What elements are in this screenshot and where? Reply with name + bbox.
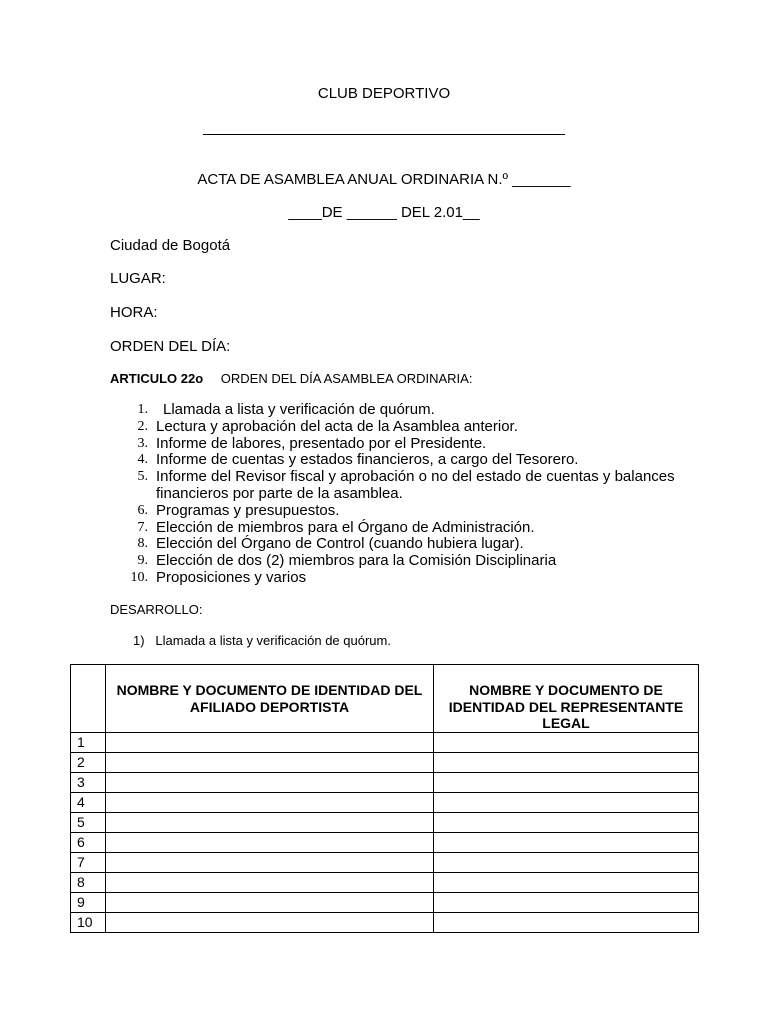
row-number-cell: 2 [71, 752, 106, 772]
row-number-cell: 6 [71, 832, 106, 852]
list-item [118, 503, 696, 520]
list-item [118, 536, 696, 553]
table-row [71, 772, 699, 792]
article-heading [110, 371, 472, 386]
member-entry-cell[interactable] [106, 852, 434, 872]
member-entry-cell[interactable] [106, 732, 434, 752]
article-label: ARTICULO 22o [110, 371, 204, 386]
member-entry-cell[interactable] [106, 832, 434, 852]
list-item-text: Elección de miembros para el Órgano de Administración. [156, 518, 535, 536]
member-entry-cell[interactable] [106, 912, 434, 932]
table-row [71, 912, 699, 932]
legal-rep-entry-cell[interactable] [434, 832, 699, 852]
list-item-text: Elección de dos (2) miembros para la Comisión Disciplinaria [156, 552, 557, 570]
member-entry-cell[interactable] [106, 792, 434, 812]
header-number-cell [71, 665, 106, 733]
list-item-text: Programas y presupuestos. [156, 501, 340, 519]
list-item-number: 7. [137, 519, 148, 535]
list-item-number: 1. [137, 402, 148, 417]
list-item [118, 570, 696, 587]
development-label: DESARROLLO: [110, 602, 203, 617]
legal-rep-entry-cell[interactable] [434, 752, 699, 772]
row-number-cell: 5 [71, 812, 106, 832]
club-title: CLUB DEPORTIVO [317, 85, 451, 102]
header-legal-rep-cell: NOMBRE Y DOCUMENTO DE IDENTIDAD DEL REPRESENTANTE LEGAL [434, 665, 699, 733]
development-item: 1) Llamada a lista y verificación de quórum. [133, 633, 391, 648]
list-item-number: 4. [137, 452, 148, 468]
agenda-list [118, 402, 696, 587]
member-entry-cell[interactable] [106, 872, 434, 892]
table-row [71, 892, 699, 912]
list-item-number: 3. [137, 435, 148, 451]
table-header-row [71, 665, 699, 733]
member-entry-cell[interactable] [106, 752, 434, 772]
agenda-field: ORDEN DEL DÍA: [110, 338, 231, 355]
list-item-number: 9. [137, 553, 148, 569]
legal-rep-entry-cell[interactable] [434, 892, 699, 912]
city-field: Ciudad de Bogotá [110, 237, 231, 254]
legal-rep-entry-cell[interactable] [434, 872, 699, 892]
table-row [71, 812, 699, 832]
row-number-cell: 7 [71, 852, 106, 872]
legal-rep-entry-cell[interactable] [434, 852, 699, 872]
legal-rep-entry-cell[interactable] [434, 772, 699, 792]
list-item [118, 436, 696, 453]
list-item-text: Proposiciones y varios [156, 568, 307, 586]
article-title: ORDEN DEL DÍA ASAMBLEA ORDINARIA: [220, 371, 473, 386]
list-item-number: 2. [137, 418, 148, 434]
table-row [71, 752, 699, 772]
row-number-cell: 4 [71, 792, 106, 812]
table-row [71, 872, 699, 892]
row-number-cell: 3 [71, 772, 106, 792]
legal-rep-entry-cell[interactable] [434, 812, 699, 832]
list-item [118, 553, 696, 570]
list-item [118, 469, 696, 503]
list-item-text: Informe del Revisor fiscal y aprobación o no del estado de cuentas y balances financieros por parte de la asamblea. [156, 468, 675, 502]
attendance-table [70, 664, 699, 933]
member-entry-cell[interactable] [106, 812, 434, 832]
list-item-text: Elección del Órgano de Control (cuando hubiera lugar). [156, 535, 524, 553]
member-entry-cell[interactable] [106, 772, 434, 792]
row-number-cell: 10 [71, 912, 106, 932]
legal-rep-entry-cell[interactable] [434, 792, 699, 812]
list-item-text: Llamada a lista y verificación de quórum. [163, 401, 435, 418]
list-item-number: 5. [137, 469, 148, 485]
list-item [118, 520, 696, 537]
table-row [71, 732, 699, 752]
table-body [71, 732, 699, 932]
table-row [71, 852, 699, 872]
table-row [71, 832, 699, 852]
table-row [71, 792, 699, 812]
club-name-blank-line [203, 134, 565, 135]
list-item-number: 10. [130, 569, 148, 585]
acta-title: ACTA DE ASAMBLEA ANUAL ORDINARIA N.º _______ [197, 171, 571, 188]
list-item-text: Lectura y aprobación del acta de la Asamblea anterior. [156, 417, 518, 435]
list-item-text: Informe de cuentas y estados financieros, a cargo del Tesorero. [156, 451, 579, 469]
list-item [118, 402, 696, 419]
list-item-number: 8. [137, 536, 148, 552]
member-entry-cell[interactable] [106, 892, 434, 912]
list-item-text: Informe de labores, presentado por el Presidente. [156, 434, 487, 452]
header-member-cell: NOMBRE Y DOCUMENTO DE IDENTIDAD DEL AFILIADO DEPORTISTA [106, 665, 434, 733]
row-number-cell: 9 [71, 892, 106, 912]
time-field: HORA: [110, 304, 158, 321]
date-line: ____DE ______ DEL 2.01__ [288, 204, 480, 221]
row-number-cell: 8 [71, 872, 106, 892]
place-field: LUGAR: [110, 270, 166, 287]
list-item [118, 419, 696, 436]
list-item-number: 6. [137, 502, 148, 518]
legal-rep-entry-cell[interactable] [434, 912, 699, 932]
list-item [118, 452, 696, 469]
legal-rep-entry-cell[interactable] [434, 732, 699, 752]
row-number-cell: 1 [71, 732, 106, 752]
